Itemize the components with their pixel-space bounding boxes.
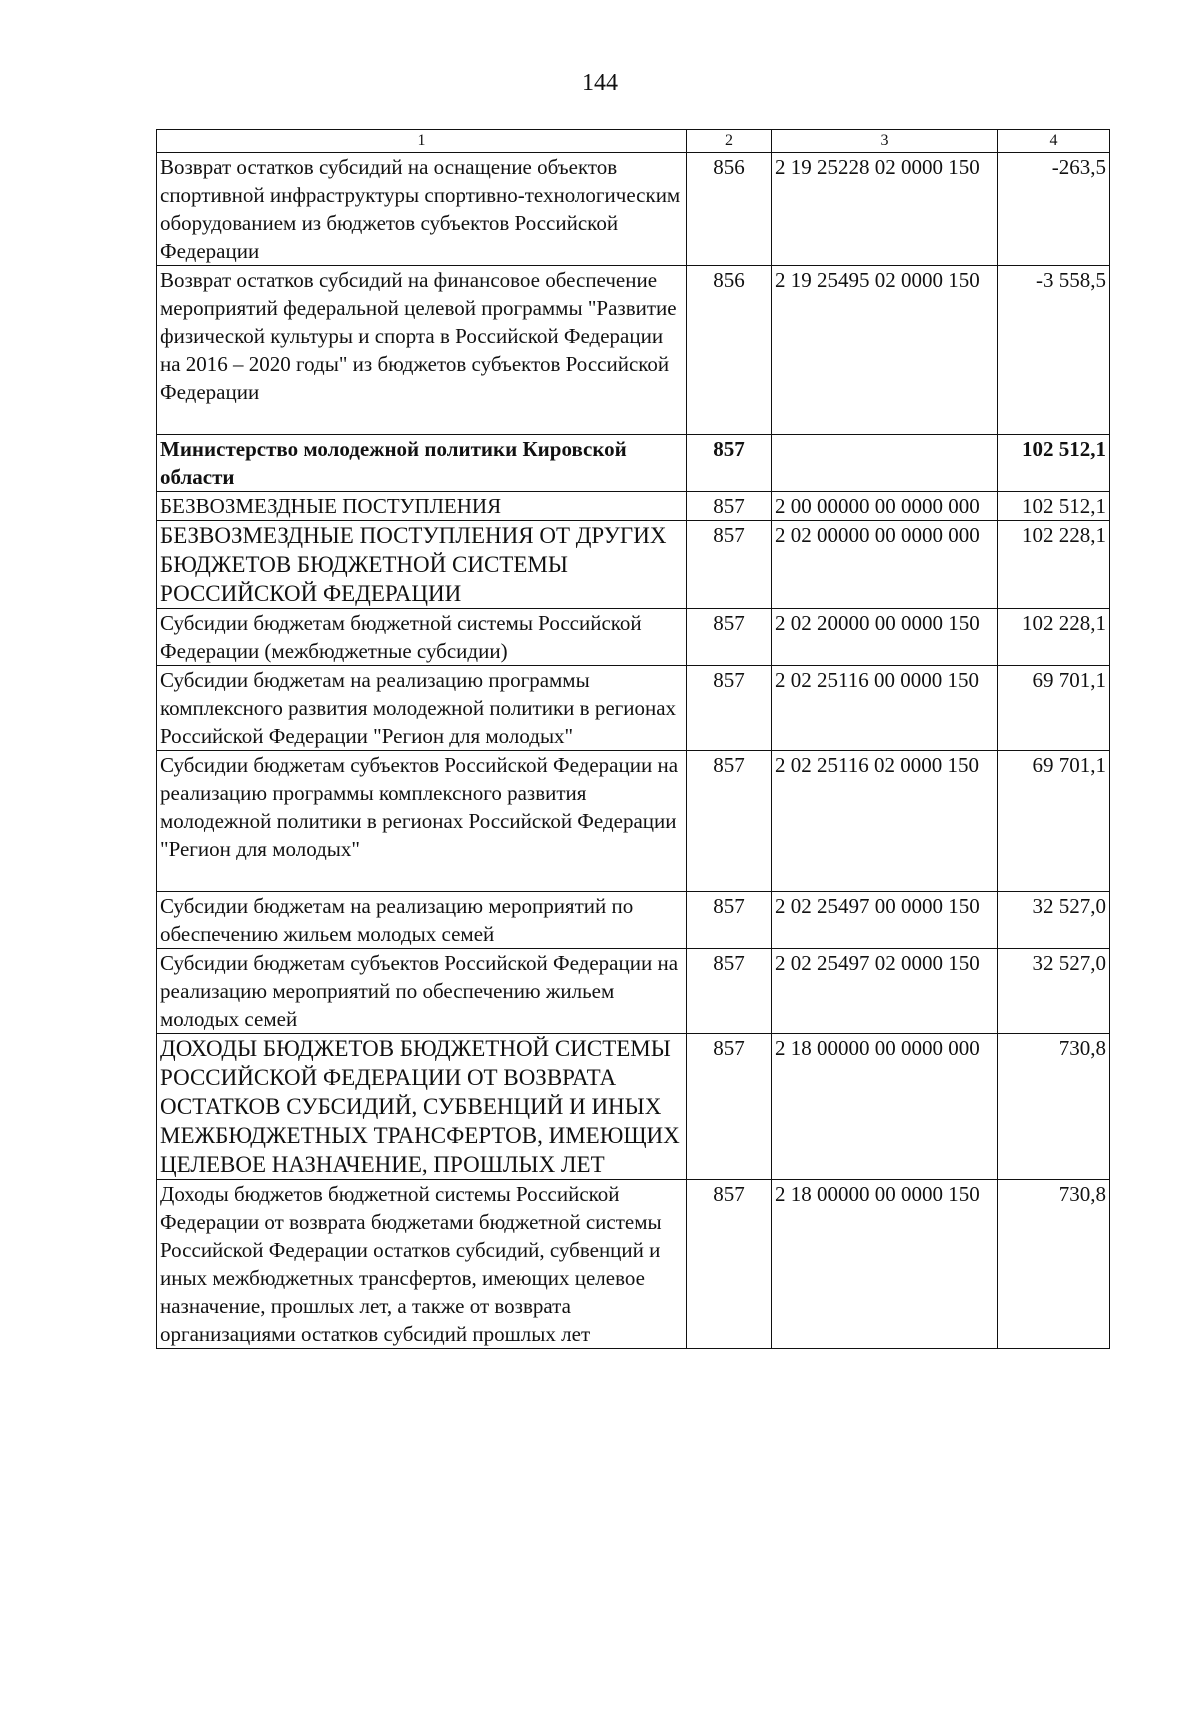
column-header-3: 3 (772, 130, 998, 153)
page-number: 144 (582, 70, 618, 96)
row-name: Субсидии бюджетам субъектов Российской Федерации на реализацию мероприятий по обеспечению жильем молодых семей (157, 949, 687, 1034)
row-amount: 730,8 (998, 1180, 1110, 1349)
table-row (157, 751, 1110, 892)
row-admin-code: 857 (687, 666, 772, 751)
row-admin-code: 856 (687, 266, 772, 435)
row-amount: 102 228,1 (998, 609, 1110, 666)
row-classification-code: 2 19 25228 02 0000 150 (772, 153, 998, 266)
row-admin-code: 857 (687, 892, 772, 949)
row-classification-code: 2 02 00000 00 0000 000 (772, 521, 998, 609)
row-admin-code: 857 (687, 492, 772, 521)
row-name: БЕЗВОЗМЕЗДНЫЕ ПОСТУПЛЕНИЯ ОТ ДРУГИХ БЮДЖЕТОВ БЮДЖЕТНОЙ СИСТЕМЫ РОССИЙСКОЙ ФЕДЕРАЦИИ (157, 521, 687, 609)
row-name: Министерство молодежной политики Кировской области (157, 435, 687, 492)
row-classification-code: 2 02 25116 00 0000 150 (772, 666, 998, 751)
row-amount: 32 527,0 (998, 892, 1110, 949)
row-admin-code: 857 (687, 949, 772, 1034)
row-classification-code (772, 435, 998, 492)
table-row (157, 492, 1110, 521)
row-admin-code: 857 (687, 1034, 772, 1180)
row-amount: -263,5 (998, 153, 1110, 266)
row-amount: 102 228,1 (998, 521, 1110, 609)
row-amount: 69 701,1 (998, 751, 1110, 892)
spacer (160, 863, 683, 891)
row-amount: 102 512,1 (998, 492, 1110, 521)
spacer (160, 406, 683, 434)
table-row (157, 609, 1110, 666)
row-admin-code: 857 (687, 521, 772, 609)
row-name: БЕЗВОЗМЕЗДНЫЕ ПОСТУПЛЕНИЯ (157, 492, 687, 521)
row-amount: 69 701,1 (998, 666, 1110, 751)
row-amount: 730,8 (998, 1034, 1110, 1180)
row-classification-code: 2 19 25495 02 0000 150 (772, 266, 998, 435)
table-row (157, 153, 1110, 266)
row-admin-code: 856 (687, 153, 772, 266)
row-name: Субсидии бюджетам субъектов Российской Федерации на реализацию программы комплексного развития молодежной политики в регионах Российской Федерации "Регион для молодых" (160, 753, 679, 861)
row-admin-code: 857 (687, 609, 772, 666)
row-name: Субсидии бюджетам бюджетной системы Российской Федерации (межбюджетные субсидии) (157, 609, 687, 666)
budget-revenue-table (156, 129, 1110, 1349)
row-classification-code: 2 00 00000 00 0000 000 (772, 492, 998, 521)
row-admin-code: 857 (687, 1180, 772, 1349)
row-amount: 102 512,1 (998, 435, 1110, 492)
column-header-4: 4 (998, 130, 1110, 153)
row-name-cell (157, 751, 687, 892)
row-name: Возврат остатков субсидий на финансовое обеспечение мероприятий федеральной целевой программы "Развитие физической культуры и спорта в Российской Федерации на 2016 – 2020 годы" из бюджетов субъектов Российской Федерации (160, 268, 677, 404)
table-row (157, 521, 1110, 609)
row-classification-code: 2 18 00000 00 0000 000 (772, 1034, 998, 1180)
row-name: ДОХОДЫ БЮДЖЕТОВ БЮДЖЕТНОЙ СИСТЕМЫ РОССИЙСКОЙ ФЕДЕРАЦИИ ОТ ВОЗВРАТА ОСТАТКОВ СУБСИДИЙ, СУБВЕНЦИЙ И ИНЫХ МЕЖБЮДЖЕТНЫХ ТРАНСФЕРТОВ, ИМЕЮЩИХ ЦЕЛЕВОЕ НАЗНАЧЕНИЕ, ПРОШЛЫХ ЛЕТ (157, 1034, 687, 1180)
row-name-cell (157, 266, 687, 435)
row-classification-code: 2 02 25497 02 0000 150 (772, 949, 998, 1034)
table-row (157, 266, 1110, 435)
row-admin-code: 857 (687, 751, 772, 892)
row-amount: 32 527,0 (998, 949, 1110, 1034)
row-classification-code: 2 02 20000 00 0000 150 (772, 609, 998, 666)
table-row (157, 666, 1110, 751)
table-header-row (157, 130, 1110, 153)
row-name: Доходы бюджетов бюджетной системы Российской Федерации от возврата бюджетами бюджетной системы Российской Федерации остатков субсидий, субвенций и иных межбюджетных трансфертов, имеющих целевое назначение, прошлых лет, а также от возврата организациями остатков субсидий прошлых лет (157, 1180, 687, 1349)
row-amount: -3 558,5 (998, 266, 1110, 435)
table-row-ministry (157, 435, 1110, 492)
table-row (157, 1180, 1110, 1349)
table-row (157, 1034, 1110, 1180)
row-classification-code: 2 02 25116 02 0000 150 (772, 751, 998, 892)
column-header-1: 1 (157, 130, 687, 153)
row-classification-code: 2 02 25497 00 0000 150 (772, 892, 998, 949)
row-classification-code: 2 18 00000 00 0000 150 (772, 1180, 998, 1349)
table-row (157, 892, 1110, 949)
row-admin-code: 857 (687, 435, 772, 492)
table-row (157, 949, 1110, 1034)
row-name: Субсидии бюджетам на реализацию программы комплексного развития молодежной политики в регионах Российской Федерации "Регион для молодых" (157, 666, 687, 751)
row-name: Возврат остатков субсидий на оснащение объектов спортивной инфраструктуры спортивно-технологическим оборудованием из бюджетов субъектов Российской Федерации (157, 153, 687, 266)
row-name: Субсидии бюджетам на реализацию мероприятий по обеспечению жильем молодых семей (157, 892, 687, 949)
column-header-2: 2 (687, 130, 772, 153)
